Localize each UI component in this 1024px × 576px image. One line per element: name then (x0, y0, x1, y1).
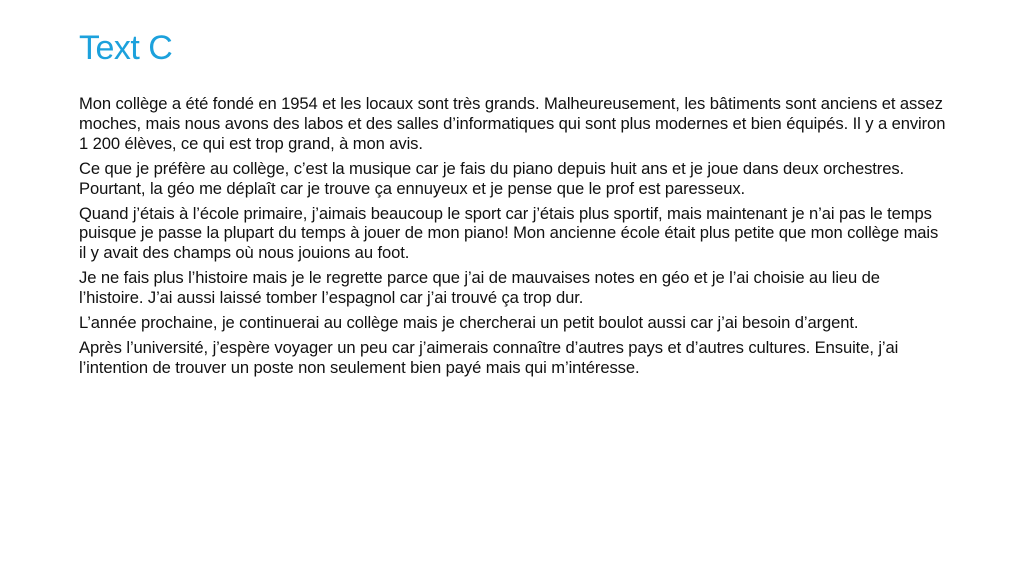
paragraph-3: Quand j’étais à l’école primaire, j’aimais beaucoup le sport car j’étais plus sportif, mais maintenant je n’ai pas le temps puisque je passe la plupart du temps à jouer de mon piano! Mon ancienne école était plus petite que mon collège mais il y avait des champs où nous jouions au foot. (79, 203, 939, 263)
slide-body (79, 94, 947, 383)
paragraph-1: Mon collège a été fondé en 1954 et les locaux sont très grands. Malheureusement, les bâtiments sont anciens et assez moches, mais nous avons des labos et des salles d’informatiques qui sont plus modernes et bien équipés. Il y a environ 1 200 élèves, ce qui est trop grand, à mon avis. (79, 94, 946, 153)
paragraph-2: Ce que je préfère au collège, c’est la musique car je fais du piano depuis huit ans et je joue dans deux orchestres. Pourtant, la géo me déplaît car je trouve ça ennuyeux et je pense que le prof est paresseux. (79, 158, 905, 198)
slide-title: Text C (79, 29, 173, 67)
paragraph-6: Après l’université, j’espère voyager un peu car j’aimerais connaître d’autres pays et d’autres cultures. Ensuite, j’ai l’intention de trouver un poste non seulement bien payé mais qui m’intéresse. (79, 337, 899, 377)
paragraph-5: L’année prochaine, je continuerai au collège mais je chercherai un petit boulot aussi car j’ai besoin d’argent. (79, 313, 859, 333)
paragraph-4: Je ne fais plus l’histoire mais je le regrette parce que j’ai de mauvaises notes en géo et je l’ai choisie au lieu de l’histoire. J’ai aussi laissé tomber l’espagnol car j’ai trouvé ça trop dur. (79, 268, 880, 308)
